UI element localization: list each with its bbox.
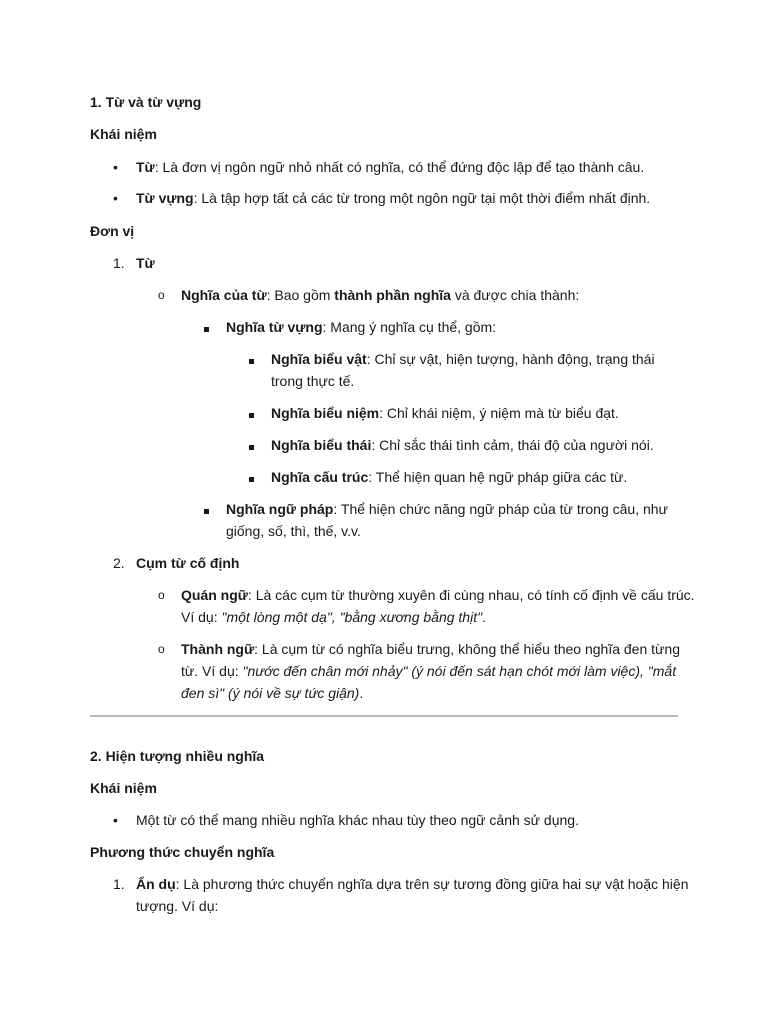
- text-continuation: tượng. Ví dụ:: [136, 898, 219, 914]
- square-bullet: [249, 348, 254, 370]
- definition-tu: : Là đơn vị ngôn ngữ nhỏ nhất có nghĩa, có thể đứng độc lập để tạo thành câu.: [154, 159, 645, 175]
- horizontal-divider: [90, 715, 678, 717]
- term-tu: Từ: [136, 159, 155, 175]
- term: Nghĩa của từ: [181, 287, 267, 303]
- text: : Thể hiện chức năng ngữ pháp của từ trong câu, như: [333, 501, 668, 517]
- text: : Bao gồm: [266, 287, 335, 303]
- term-bold: thành phần nghĩa: [334, 287, 451, 303]
- term: Nghĩa từ vựng: [226, 319, 323, 335]
- heading-phuong-thuc-chuyen-nghia: Phương thức chuyển nghĩa: [90, 844, 275, 860]
- heading-khai-niem: Khái niệm: [90, 126, 157, 142]
- circle-bullet: o: [158, 588, 165, 602]
- text: .: [359, 685, 364, 701]
- example: "nước đến chân mới nhảy" (ý nói đến sát hạn chót mới làm việc), "mắt: [242, 663, 677, 679]
- item-label: Cụm từ cố định: [136, 555, 240, 571]
- heading-don-vi: Đơn vị: [90, 223, 135, 239]
- text: Một từ có thể mang nhiều nghĩa khác nhau tùy theo ngữ cảnh sử dụng.: [136, 812, 579, 828]
- bullet-dot: •: [113, 159, 118, 175]
- heading-khai-niem-2: Khái niệm: [90, 780, 157, 796]
- circle-bullet: o: [158, 642, 165, 656]
- text: : Thể hiện quan hệ ngữ pháp giữa các từ.: [368, 469, 628, 485]
- text: : Mang ý nghĩa cụ thể, gồm:: [322, 319, 497, 335]
- circle-bullet: o: [158, 288, 165, 302]
- term: Nghĩa biểu vật: [271, 351, 367, 367]
- text: : Là cụm từ có nghĩa biểu trưng, không thể hiểu theo nghĩa đen từng: [254, 641, 680, 657]
- text: và được chia thành:: [450, 287, 580, 303]
- section-1-title: 1. Từ và từ vựng: [90, 94, 202, 110]
- term: Thành ngữ: [181, 641, 255, 657]
- text: .: [482, 609, 486, 625]
- item-label: Từ: [136, 255, 155, 271]
- text-continuation: giống, số, thì, thế, v.v.: [226, 523, 361, 539]
- term: Ẩn dụ: [136, 876, 176, 892]
- text: từ. Ví dụ:: [181, 663, 243, 679]
- square-bullet: [249, 466, 254, 488]
- text: : Là phương thức chuyển nghĩa dựa trên sự tương đồng giữa hai sự vật hoặc hiện: [175, 876, 689, 892]
- term: Nghĩa ngữ pháp: [226, 501, 334, 517]
- term: Nghĩa biểu thái: [271, 437, 372, 453]
- term: Nghĩa biểu niệm: [271, 405, 380, 421]
- definition-tu-vung: : Là tập hợp tất cả các từ trong một ngôn ngữ tại một thời điểm nhất định.: [193, 190, 651, 206]
- text: Ví dụ:: [181, 609, 222, 625]
- text: : Chỉ khái niệm, ý niệm mà từ biểu đạt.: [379, 405, 619, 421]
- item-number: 1.: [113, 255, 125, 271]
- term: Nghĩa cấu trúc: [271, 469, 369, 485]
- term-tu-vung: Từ vựng: [136, 190, 194, 206]
- text: : Chỉ sắc thái tình cảm, thái độ của người nói.: [371, 437, 654, 453]
- bullet-dot: •: [113, 190, 118, 206]
- square-bullet: [249, 434, 254, 456]
- term: Quán ngữ: [181, 587, 248, 603]
- square-bullet: [204, 316, 209, 338]
- square-bullet: [204, 498, 209, 520]
- item-number: 1.: [113, 876, 125, 892]
- text: : Chỉ sự vật, hiện tượng, hành động, trạng thái: [366, 351, 655, 367]
- text: : Là các cụm từ thường xuyên đi cùng nhau, có tính cố định về cấu trúc.: [247, 587, 695, 603]
- section-2-title: 2. Hiện tượng nhiều nghĩa: [90, 748, 265, 764]
- text-continuation: trong thực tế.: [271, 373, 355, 389]
- item-number: 2.: [113, 555, 125, 571]
- square-bullet: [249, 402, 254, 424]
- bullet-dot: •: [113, 812, 118, 828]
- example: "một lòng một dạ", "bằng xương bằng thịt": [221, 609, 483, 625]
- example: đen sì" (ý nói về sự tức giận): [181, 685, 360, 701]
